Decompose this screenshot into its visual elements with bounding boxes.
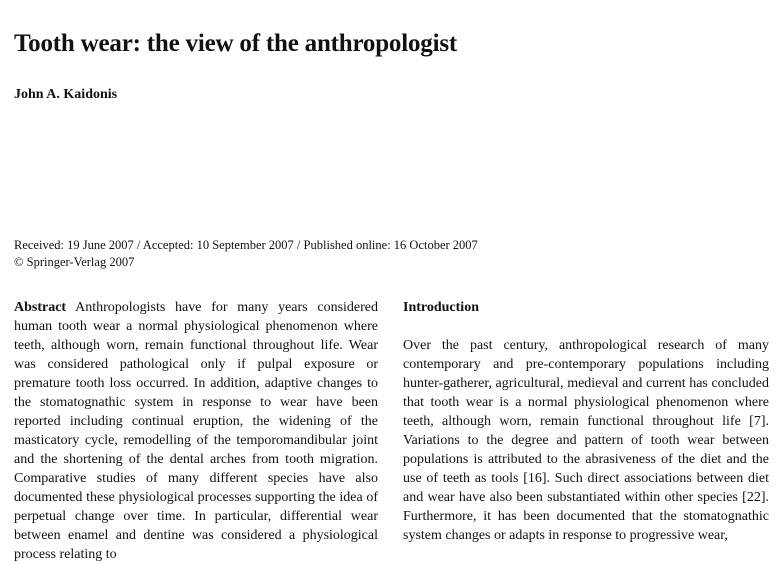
abstract-text: Anthropologists have for many years considered human tooth wear a normal physiological phenomenon where teeth, although worn, remain functional throughout life. Wear was considered pathological only if pulpal exposure or premature tooth loss occurred. In addition, adaptive changes to the stomatognathic system in response to wear have been reported including continual eruption, the widening of the masticatory cycle, remodelling of the temporomandibular joint and the shortening of the dental arches from tooth migration. Comparative studies of many different species have also documented these physiological processes supporting the idea of perpetual change over time. In particular, differential wear between enamel and dentine was considered a physiological process relating to [14, 300, 378, 562]
article-title: Tooth wear: the view of the anthropologist [14, 30, 457, 57]
copyright-notice: © Springer-Verlag 2007 [14, 255, 135, 269]
abstract-paragraph [14, 298, 378, 564]
introduction-column [403, 298, 769, 545]
introduction-text: Over the past century, anthropological research of many contemporary and pre-contemporary populations including hunter-gatherer, agricultural, medieval and current has concluded that tooth wear is a normal physiological phenomenon where teeth, although worn, remain functional throughout life [7]. Variations to the degree and pattern of tooth wear between populations is attributed to the abrasiveness of the diet and the use of teeth as tools [16]. Such direct associations between diet and wear have also been substantiated within other species [22]. Furthermore, it has been documented that the stomatognathic system changes or adapts in response to progressive wear, [403, 338, 769, 543]
author-name: John A. Kaidonis [14, 87, 118, 102]
abstract-label: Abstract [14, 300, 67, 315]
publication-dates: Received: 19 June 2007 / Accepted: 10 September 2007 / Published online: 16 October 2007 [14, 238, 478, 252]
publication-info [14, 237, 478, 271]
abstract-column [14, 298, 378, 564]
introduction-heading: Introduction [403, 300, 479, 315]
